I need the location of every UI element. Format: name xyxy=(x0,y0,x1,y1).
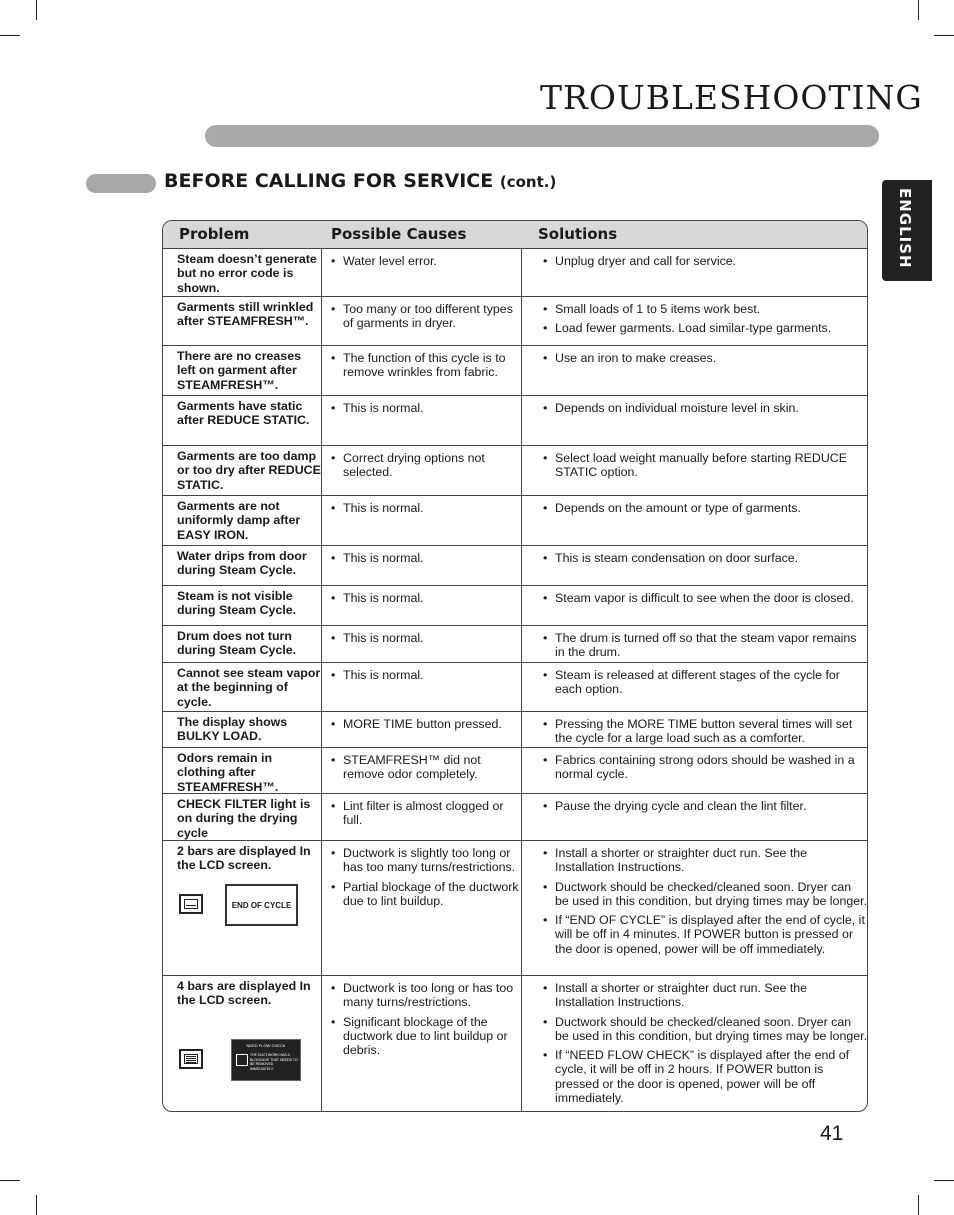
cause-item: • MORE TIME button pressed. xyxy=(329,717,519,731)
solution-item: • Load fewer garments. Load similar-type garments. xyxy=(541,321,867,335)
lcd-display: END OF CYCLE xyxy=(225,884,298,926)
solutions-cell xyxy=(541,975,867,1105)
problem-cell: Steam doesn’t generate but no error code is shown. xyxy=(177,252,317,295)
solution-item: • Steam is released at different stages of the cycle for each option. xyxy=(541,668,867,697)
solutions-cell xyxy=(541,840,867,956)
causes-cell xyxy=(329,662,519,682)
solutions-cell xyxy=(541,395,867,415)
solution-item: • Use an iron to make creases. xyxy=(541,351,867,365)
causes-cell xyxy=(329,840,519,908)
lcd-bar xyxy=(186,908,196,909)
lcd-bar xyxy=(186,1058,196,1059)
section-title-cont: (cont.) xyxy=(499,173,557,191)
table-row xyxy=(163,248,867,297)
solution-item: • Fabrics containing strong odors should be washed in a normal cycle. xyxy=(541,753,867,782)
causes-cell xyxy=(329,747,519,782)
problem-cell: 2 bars are displayed In the LCD screen. xyxy=(177,844,311,873)
cause-item: • This is normal. xyxy=(329,591,519,605)
table-row xyxy=(163,296,867,346)
lcd-message: THE DUCTWORK HAS A BLOCKAGE THAT NEEDS TO BE REMOVED IMMEDIATELY. xyxy=(250,1053,298,1071)
solution-item: • Ductwork should be checked/cleaned soon. Dryer can be used in this condition, but drying times may be longer. xyxy=(541,1015,867,1044)
table-row xyxy=(163,840,867,976)
solution-item: • This is steam condensation on door surface. xyxy=(541,551,867,565)
causes-cell xyxy=(329,445,519,480)
cause-item: • Ductwork is too long or has too many turns/restrictions. xyxy=(329,981,519,1010)
crop-mark xyxy=(918,1195,919,1215)
problem-cell: 4 bars are displayed In the LCD screen. xyxy=(177,979,311,1008)
table-row xyxy=(163,445,867,496)
solutions-cell xyxy=(541,296,867,336)
solutions-cell xyxy=(541,495,867,515)
cause-item: • This is normal. xyxy=(329,501,519,515)
solutions-cell xyxy=(541,248,867,268)
solution-item: • Install a shorter or straighter duct run. See the Installation Instructions. xyxy=(541,981,867,1010)
lcd-display xyxy=(231,1039,301,1081)
cause-item: • This is normal. xyxy=(329,551,519,565)
cause-item: • Lint filter is almost clogged or full. xyxy=(329,799,519,828)
cause-item: • Water level error. xyxy=(329,254,519,268)
table-row xyxy=(163,662,867,712)
table-row xyxy=(163,545,867,586)
problem-cell: Garments have static after REDUCE STATIC. xyxy=(177,399,310,428)
crop-mark xyxy=(934,1180,954,1181)
lcd-bar xyxy=(186,905,196,906)
lcd-header: NEED FLOW CHECK xyxy=(246,1043,286,1048)
solution-item: • Steam vapor is difficult to see when the door is closed. xyxy=(541,591,867,605)
problem-cell: The display shows BULKY LOAD. xyxy=(177,715,288,744)
cause-item: • Too many or too different types of garments in dryer. xyxy=(329,302,519,331)
crop-mark xyxy=(934,35,954,36)
lcd-bars-icon xyxy=(179,894,203,914)
solution-item: • If “END OF CYCLE” is displayed after the end of cycle, it will be off in 4 minutes. If POWER button is pressed or the door is opened, power will be off immediately. xyxy=(541,913,867,956)
table-row xyxy=(163,747,867,794)
causes-cell xyxy=(329,248,519,268)
table-row xyxy=(163,793,867,841)
cause-item: • This is normal. xyxy=(329,631,519,645)
troubleshooting-table xyxy=(162,220,868,1112)
cause-item: • STEAMFRESH™ did not remove odor completely. xyxy=(329,753,519,782)
crop-mark xyxy=(36,1195,37,1215)
causes-cell xyxy=(329,625,519,645)
problem-cell: There are no creases left on garment after STEAMFRESH™. xyxy=(177,349,301,392)
solutions-cell xyxy=(541,585,867,605)
cause-item: • The function of this cycle is to remove wrinkles from fabric. xyxy=(329,351,519,380)
causes-cell xyxy=(329,495,519,515)
causes-cell xyxy=(329,296,519,331)
causes-cell xyxy=(329,711,519,731)
section-title-text: BEFORE CALLING FOR SERVICE xyxy=(164,170,494,192)
lcd-bar xyxy=(186,1062,196,1063)
solution-item: • Select load weight manually before starting REDUCE STATIC option. xyxy=(541,451,867,480)
solution-item: • Ductwork should be checked/cleaned soon. Dryer can be used in this condition, but drying times may be longer. xyxy=(541,880,867,909)
solutions-cell xyxy=(541,747,867,782)
causes-cell xyxy=(329,345,519,380)
solution-item: • Install a shorter or straighter duct run. See the Installation Instructions. xyxy=(541,846,867,875)
solution-item: • Pressing the MORE TIME button several times will set the cycle for a large load such as a comforter. xyxy=(541,717,867,746)
solutions-cell xyxy=(541,545,867,565)
lcd-bar xyxy=(186,1056,196,1057)
lcd-bar xyxy=(186,1060,196,1061)
solution-item: • Depends on individual moisture level in skin. xyxy=(541,401,867,415)
solutions-cell xyxy=(541,345,867,365)
solution-item: • Depends on the amount or type of garments. xyxy=(541,501,867,515)
table-row xyxy=(163,395,867,446)
cause-item: • This is normal. xyxy=(329,668,519,682)
cause-item: • Ductwork is slightly too long or has too many turns/restrictions. xyxy=(329,846,519,875)
causes-cell xyxy=(329,975,519,1057)
header-causes: Possible Causes xyxy=(331,225,467,243)
problem-cell: Garments are not uniformly damp after EASY IRON. xyxy=(177,499,301,542)
lcd-mini-icon xyxy=(236,1054,248,1066)
crop-mark xyxy=(0,1180,20,1181)
solution-item: • If “NEED FLOW CHECK” is displayed after the end of cycle, it will be off in 2 hours. If POWER button is pressed or the door is opened, power will be off immediately. xyxy=(541,1048,867,1105)
title-bar xyxy=(205,125,879,147)
problem-cell: CHECK FILTER light is on during the drying cycle xyxy=(177,797,311,840)
causes-cell xyxy=(329,395,519,415)
table-row xyxy=(163,711,867,748)
table-row xyxy=(163,975,867,1111)
cause-item: • Significant blockage of the ductwork due to lint buildup or debris. xyxy=(329,1015,519,1058)
language-tab xyxy=(882,180,932,281)
header-solutions: Solutions xyxy=(538,225,618,243)
crop-mark xyxy=(918,0,919,20)
table-row xyxy=(163,625,867,663)
problem-cell: Garments are too damp or too dry after REDUCE STATIC. xyxy=(177,449,321,492)
lcd-bars-icon xyxy=(179,1049,203,1069)
problem-cell: Drum does not turn during Steam Cycle. xyxy=(177,629,297,658)
section-title xyxy=(164,170,556,192)
table-row xyxy=(163,495,867,546)
crop-mark xyxy=(0,35,20,36)
problem-cell: Odors remain in clothing after STEAMFRESH™. xyxy=(177,751,279,794)
problem-cell: Steam is not visible during Steam Cycle. xyxy=(177,589,297,618)
cause-item: • Correct drying options not selected. xyxy=(329,451,519,480)
crop-mark xyxy=(36,0,37,20)
solutions-cell xyxy=(541,625,867,660)
page-title: TROUBLESHOOTING xyxy=(540,78,923,117)
solution-item: • Unplug dryer and call for service. xyxy=(541,254,867,268)
problem-cell: Water drips from door during Steam Cycle. xyxy=(177,549,307,578)
table-header xyxy=(163,221,867,249)
problem-cell: Garments still wrinkled after STEAMFRESH™. xyxy=(177,300,314,329)
solution-item: • Pause the drying cycle and clean the lint filter. xyxy=(541,799,867,813)
causes-cell xyxy=(329,545,519,565)
causes-cell xyxy=(329,793,519,828)
solutions-cell xyxy=(541,793,867,813)
problem-cell: Cannot see steam vapor at the beginning of cycle. xyxy=(177,666,321,709)
solutions-cell xyxy=(541,711,867,746)
solution-item: • The drum is turned off so that the steam vapor remains in the drum. xyxy=(541,631,867,660)
table-row xyxy=(163,345,867,396)
language-tab-label: ENGLISH xyxy=(896,188,914,269)
solutions-cell xyxy=(541,662,867,697)
header-problem: Problem xyxy=(179,225,250,243)
cause-item: • Partial blockage of the ductwork due to lint buildup. xyxy=(329,880,519,909)
causes-cell xyxy=(329,585,519,605)
solution-item: • Small loads of 1 to 5 items work best. xyxy=(541,302,867,316)
cause-item: • This is normal. xyxy=(329,401,519,415)
section-pill xyxy=(86,174,156,193)
solutions-cell xyxy=(541,445,867,480)
page-number: 41 xyxy=(820,1122,844,1145)
table-row xyxy=(163,585,867,626)
